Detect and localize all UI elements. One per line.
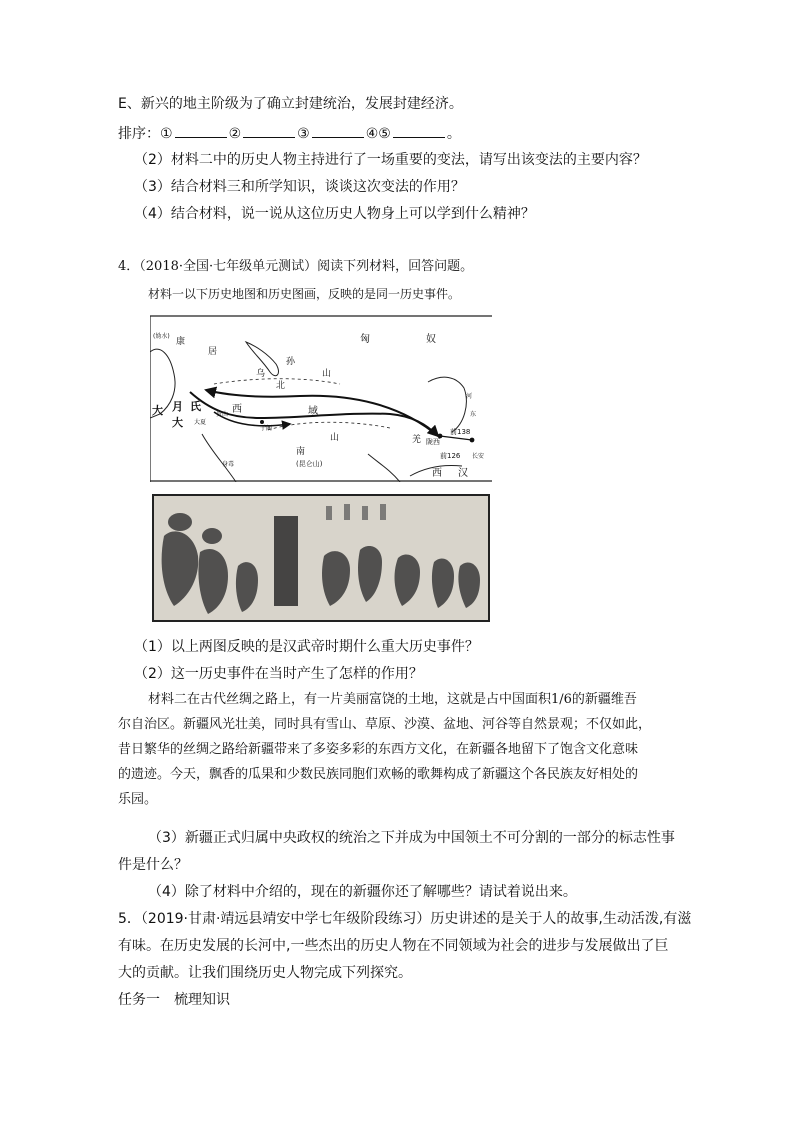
label-yue: 月: [172, 400, 183, 413]
material-2-line-1: 材料二在古代丝绸之路上，有一片美丽富饶的土地，这就是占中国面积1/6的新疆维吾: [148, 692, 637, 707]
problem-4-header: 4．（2018·全国·七年级单元测试）阅读下列材料，回答问题。: [118, 259, 474, 274]
label-xihan-1: 西: [432, 468, 442, 479]
order-mark-4: ④: [365, 126, 379, 142]
order-line: [118, 123, 461, 144]
order-mark-2: ②: [228, 126, 242, 142]
label-shan-2: 山: [330, 433, 340, 443]
label-kunlun: (昆仑山): [296, 460, 323, 468]
question-3-2: （2）材料二中的历史人物主持进行了一场重要的变法，请写出该变法的主要内容？: [134, 152, 647, 168]
material-2-line-4: 的遗迹。今天，飘香的瓜果和少数民族同胞们欢畅的歌舞构成了新疆这个各民族友好相处的: [118, 767, 639, 782]
label-longxi: 陇西: [426, 438, 440, 446]
option-e: E、新兴的地主阶级为了确立封建统治，发展封建经济。: [118, 96, 463, 112]
order-end: 。: [446, 126, 461, 142]
yutian-dot: [260, 420, 264, 424]
label-yu: 域: [308, 406, 318, 417]
material-2-line-5: 乐园。: [118, 792, 158, 807]
silk-road-map: [150, 314, 492, 482]
label-bei: 北: [276, 381, 286, 391]
order-label: 排序：: [118, 126, 160, 142]
problem-4-question-3-line-1: （3）新疆正式归属中央政权的统治之下并成为中国领土不可分割的一部分的标志性事: [148, 830, 675, 846]
problem-4-question-1: （1）以上两图反映的是汉武帝时期什么重大历史事件？: [134, 639, 479, 655]
label-sun: 孙: [286, 357, 296, 367]
label-kang: 康: [176, 337, 186, 347]
label-changan: 长安: [472, 453, 485, 460]
label-anxi: (妫水): [153, 333, 170, 340]
label-wu: 乌: [256, 369, 266, 379]
problem-5-task-1: 任务一 梳理知识: [118, 992, 230, 1008]
label-daxia: 大夏: [194, 419, 207, 426]
label-qiang: 羌: [412, 435, 422, 445]
question-3-4: （4）结合材料，说一说从这位历史人物身上可以学到什么精神？: [134, 206, 535, 222]
label-shan-1: 山: [322, 369, 332, 379]
material-2-line-3: 昔日繁华的丝绸之路给新疆带来了多姿多彩的东西方文化，在新疆各地留下了饱含文化意味: [118, 742, 639, 757]
label-da: 大: [152, 404, 163, 417]
label-year-126: 前126: [440, 452, 461, 460]
label-year-138: 前138: [450, 428, 471, 436]
label-guishan: 贵山: [216, 411, 229, 418]
label-yutian: 于阗: [260, 425, 273, 432]
order-mark-5: ⑤: [378, 126, 391, 142]
label-shi: 氏: [190, 400, 201, 413]
question-3-3: （3）结合材料三和所学知识，谈谈这次变法的作用？: [134, 179, 465, 195]
problem-4-question-2: （2）这一历史事件在当时产生了怎样的作用？: [134, 666, 423, 682]
material-1-intro: 材料一以下历史地图和历史图画，反映的是同一历史事件。: [148, 287, 461, 301]
label-xi: 西: [232, 404, 242, 415]
label-xihan-2: 汉: [458, 468, 468, 479]
label-ju: 居: [208, 347, 218, 357]
label-shendu: 身毒: [222, 461, 235, 468]
label-da-2: 大: [172, 416, 183, 429]
problem-5-line-3: 大的贡献。让我们围绕历史人物完成下列探究。: [118, 965, 412, 981]
material-2-line-2: 尔自治区。新疆风光壮美，同时具有雪山、草原、沙漠、盆地、河谷等自然景观；不仅如此，: [118, 717, 652, 732]
label-dong: 东: [470, 411, 477, 418]
label-xiongnu-2: 奴: [426, 334, 436, 345]
order-mark-3: ③: [297, 126, 310, 142]
problem-5-line-2: 有味。在历史发展的长河中,一些杰出的历史人物在不同领域为社会的进步与发展做出了巨: [118, 938, 669, 954]
painting-figures: [154, 496, 488, 620]
label-he: 河: [466, 393, 473, 400]
historical-painting: [152, 494, 490, 622]
problem-4-question-4: （4）除了材料中介绍的，现在的新疆你还了解哪些？请试着说出来。: [148, 884, 577, 900]
material-2-paragraph: [118, 687, 678, 812]
order-blank-2[interactable]: [243, 123, 295, 138]
order-blank-1[interactable]: [175, 123, 227, 138]
label-nan: 南: [296, 447, 306, 457]
order-mark-1: ①: [160, 126, 173, 142]
problem-4-question-3-line-2: 件是什么？: [118, 857, 188, 873]
label-xiongnu-1: 匈: [360, 334, 370, 345]
order-blank-5[interactable]: [393, 123, 445, 138]
problem-5-line-1: 5．（2019·甘肃·靖远县靖安中学七年级阶段练习）历史讲述的是关于人的故事,生动活泼,有滋: [118, 911, 692, 927]
order-blank-3[interactable]: [312, 123, 364, 138]
